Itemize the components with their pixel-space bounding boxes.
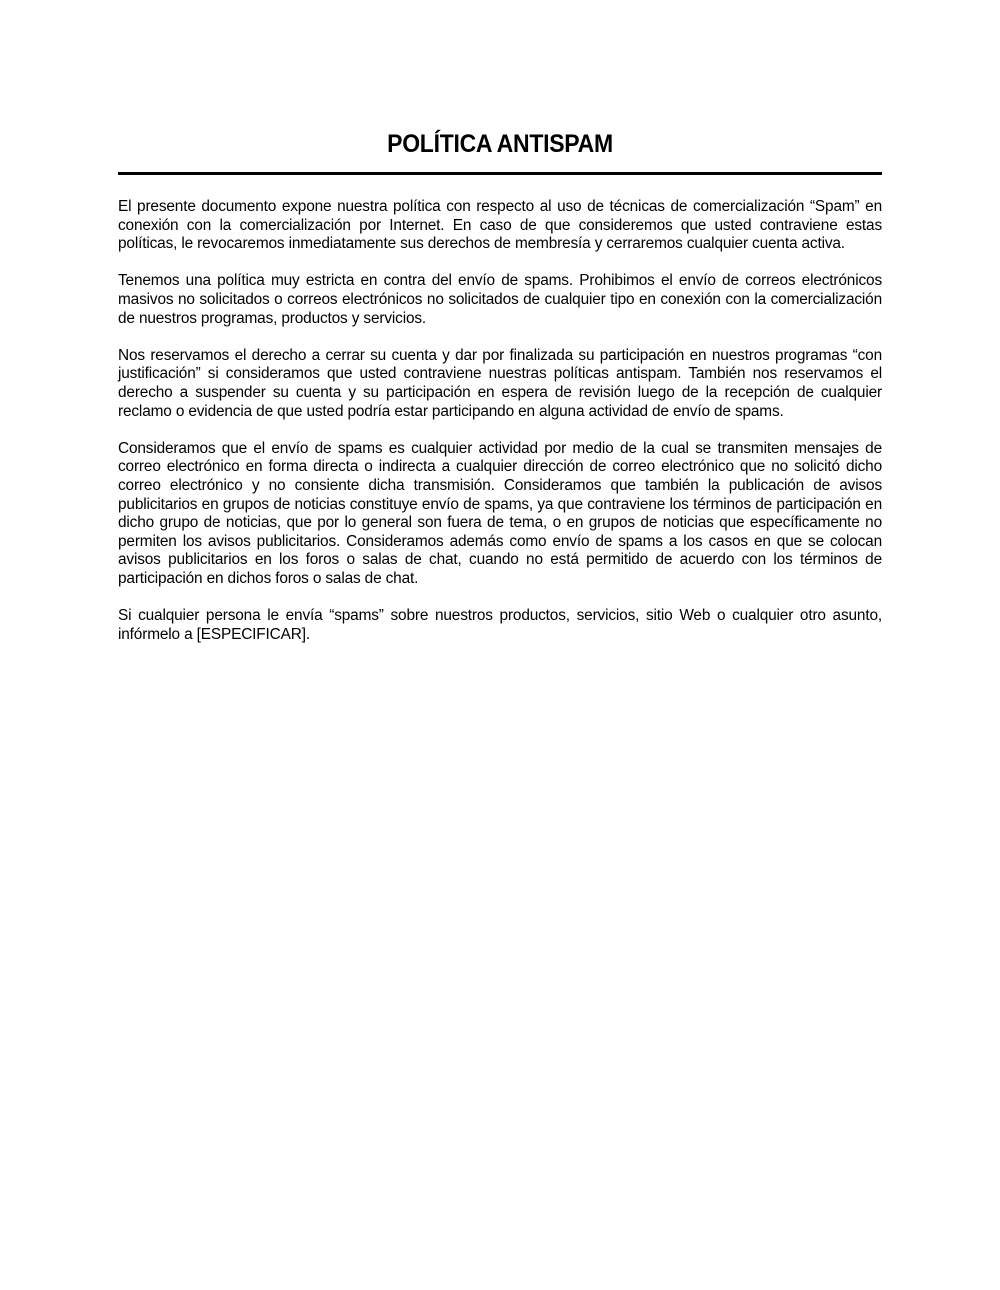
document-page <box>118 126 882 663</box>
title-divider <box>118 172 882 175</box>
paragraph-prohibition: Tenemos una política muy estricta en contra del envío de spams. Prohibimos el envío de correos electrónicos masivos no solicitados o correos electrónicos no solicitados de cualquier tipo en conexión con la comercialización de nuestros programas, productos y servicios. <box>118 272 882 327</box>
paragraph-spam-definition: Consideramos que el envío de spams es cualquier actividad por medio de la cual se transmiten mensajes de correo electrónico en forma directa o indirecta a cualquier dirección de correo electrónico que no solicitó dicho correo electrónico y no consiente dicha transmisión. Consideramos que también la publicación de avisos publicitarios en grupos de noticias constituye envío de spams, ya que contraviene los términos de participación en dicho grupo de noticias, que por lo general son fuera de tema, o en grupos de noticias que específicamente no permiten los avisos publicitarios. Consideramos además como envío de spams a los casos en que se colocan avisos publicitarios en los foros o salas de chat, cuando no está permitido de acuerdo con los términos de participación en dichos foros o salas de chat. <box>118 439 882 587</box>
document-body <box>118 198 882 644</box>
paragraph-reservation-of-rights: Nos reservamos el derecho a cerrar su cuenta y dar por finalizada su participación en nuestros programas “con justificación” si consideramos que usted contraviene nuestras políticas antispam. También nos reservamos el derecho a suspender su cuenta y su participación en espera de revisión luego de la recepción de cualquier reclamo o evidencia de que usted podría estar participando en alguna actividad de envío de spams. <box>118 346 882 420</box>
document-title: POLÍTICA ANTISPAM <box>387 130 613 158</box>
paragraph-report-spam: Si cualquier persona le envía “spams” sobre nuestros productos, servicios, sitio Web o cualquier otro asunto, infórmelo a [ESPECIFICAR]. <box>118 607 882 643</box>
paragraph-intro: El presente documento expone nuestra política con respecto al uso de técnicas de comercialización “Spam” en conexión con la comercialización por Internet. En caso de que consideremos que usted contraviene estas políticas, le revocaremos inmediatamente sus derechos de membresía y cerraremos cualquier cuenta activa. <box>118 198 882 253</box>
